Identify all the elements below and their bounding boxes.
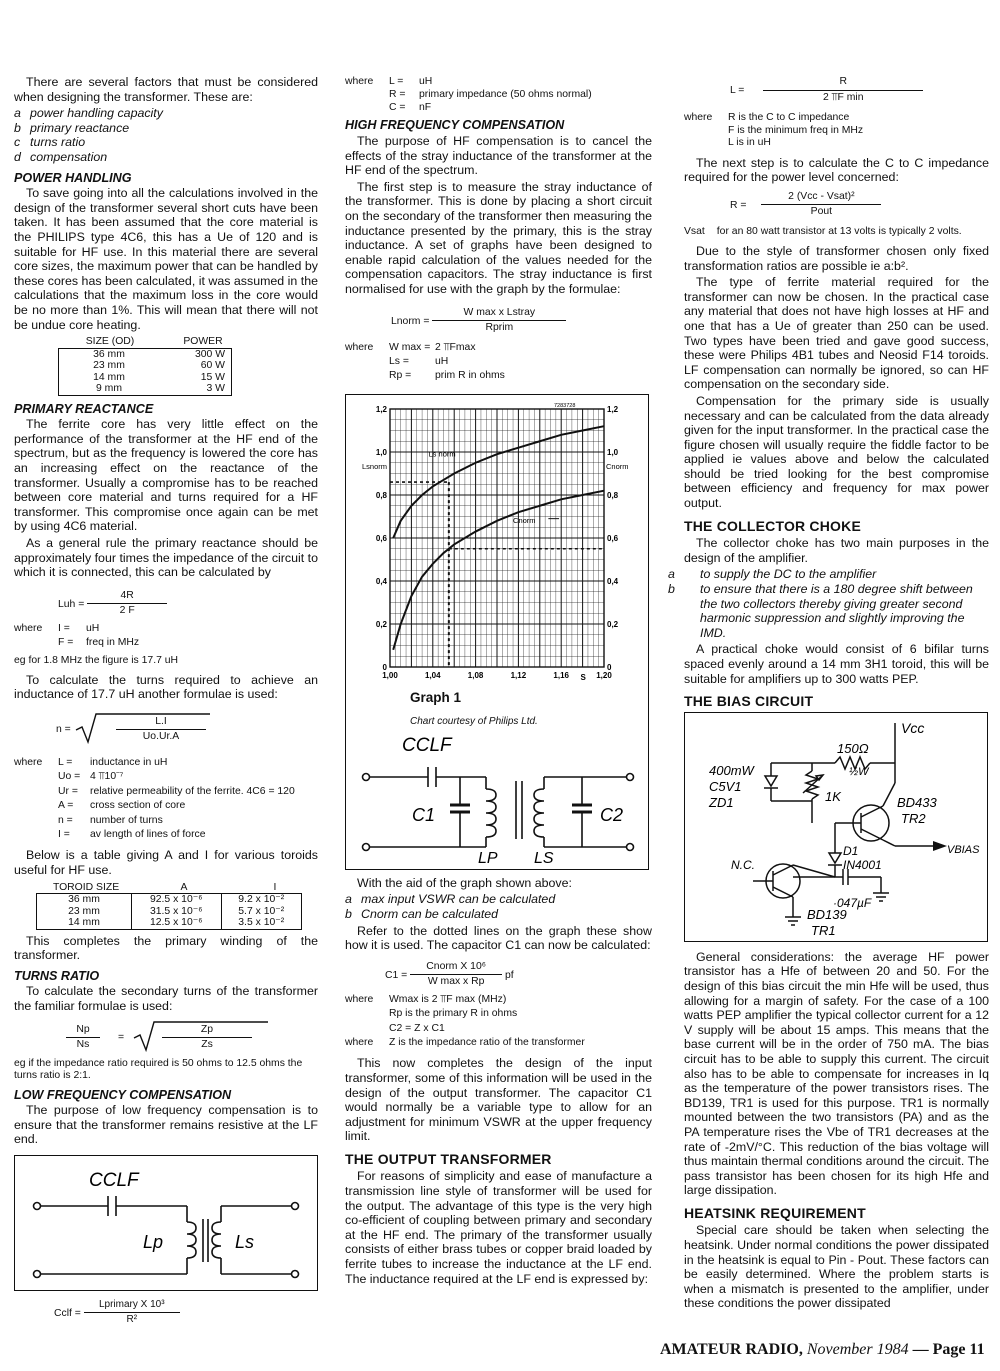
ferrite-text: The type of ferrite material required for the transformer can now be chosen. In the practical case any material that does not have high losses at HF and one that has a Ue of greater than 250 can be used. Two types have been tried and gave good success, these were Philips 4B1 tubes and Neosid F14 toroids. LF compensation can normally be ignored, so can HF compensation on the secondary side. [684, 275, 989, 392]
list-key: a [668, 567, 675, 582]
output-transformer-heading: THE OUTPUT TRANSFORMER [345, 1150, 552, 1167]
table-cell: 300 W [194, 348, 225, 360]
y-tick-label-right: 1,2 [607, 404, 619, 414]
l-where [684, 112, 989, 150]
table-cell: 92.5 x 10⁻⁶ [132, 894, 222, 906]
where-desc: primary impedance (50 ohms normal) [419, 88, 592, 100]
factors-list [14, 106, 318, 164]
half-watt-label: ½W [849, 765, 869, 778]
where-label: where [345, 993, 374, 1005]
formula-lhs: R = [730, 199, 747, 211]
primary-reactance-text: The ferrite core has very little effect on the performance of the transformer at the HF end of the spectrum, but as the frequency is lowered the core has an increasing effect on the reactance of the transformer. Usually a compromise has to be reached between core material and turns required for a HF transformer. This compromise once again can be met by using 4C6 material. [14, 417, 318, 534]
formula-numerator: W max x Lstray [432, 307, 566, 322]
r150-label: 150Ω [837, 740, 869, 756]
formula-denominator: Ns [76, 1039, 90, 1050]
where-symbol: L = [58, 756, 73, 768]
table-cell: 36 mm [93, 348, 125, 360]
factor-text: primary reactance [30, 120, 130, 135]
table-header: SIZE (OD) [85, 336, 135, 348]
graph-aid-text: With the aid of the graph shown above: [357, 875, 572, 890]
formula-denominator: Zs [201, 1039, 213, 1050]
table-cell: 3 W [206, 383, 225, 395]
formula-denominator: Uo.Ur.A [142, 731, 180, 743]
size-power-table [58, 336, 244, 396]
where-desc: R is the C to C impedance [728, 112, 850, 123]
where-label: where [14, 756, 43, 768]
formula-unit: pf [505, 969, 514, 981]
formula-denominator: R² [126, 1314, 138, 1326]
graph-1-chart [346, 395, 648, 725]
x-tick-label: 1,04 [425, 670, 441, 680]
table-cell: 36 mm [68, 894, 100, 906]
where-desc: 4 ⫪10⁻⁷ [90, 771, 124, 783]
vsat-text: for an 80 watt transistor at 13 volts is typically 2 volts. [716, 225, 962, 237]
table-header: A [180, 881, 188, 893]
cclf-label: CCLF [402, 734, 452, 756]
factor-key: d [14, 149, 21, 164]
vsat-label: Vsat [684, 225, 705, 237]
where-label: where [345, 1036, 374, 1048]
where-desc: nF [419, 101, 432, 113]
ls-label: LS [534, 849, 554, 865]
formula-numerator: R [763, 76, 923, 91]
where-symbol: R = [389, 88, 406, 100]
lp-label: Lp [143, 1231, 164, 1252]
where-label: where [684, 112, 713, 123]
y-axis-label-left: Lsnorm [362, 461, 388, 471]
y-tick-label-left: 1,0 [375, 447, 387, 457]
c1-where [345, 993, 652, 1051]
where-label [14, 770, 58, 784]
where-label [684, 125, 728, 138]
nc-label: N.C. [731, 857, 755, 872]
table-cell: 5.7 x 10⁻² [221, 906, 302, 918]
table-header: POWER [183, 336, 223, 348]
formula-numerator: 2 (Vcc - Vsat)² [761, 191, 881, 206]
y-tick-label-left: 0,8 [375, 490, 387, 500]
formula-numerator: 4R [87, 590, 167, 605]
where-desc: uH [419, 76, 433, 87]
where-label: where [345, 341, 374, 353]
where-symbol: C = [389, 101, 406, 113]
c2-label: C2 [600, 804, 624, 825]
where-symbol: A = [58, 800, 74, 812]
table-cell: 15 W [200, 371, 225, 383]
lf-compensation-text: The purpose of low frequency compensation is to ensure that the transformer remains resistive at the LF end. [14, 1103, 318, 1147]
y-tick-label-left: 0 [382, 662, 387, 672]
where-symbol: Uo = [58, 771, 81, 783]
where-symbol: I = [58, 622, 70, 634]
where-desc: Z is the impedance ratio of the transformer [389, 1036, 585, 1048]
where-label [345, 355, 389, 369]
list-text: to ensure that there is a 180 degree shift between the two collectors thereby giving greater second harmonic suppression and slightly improving the IMD. [700, 582, 973, 640]
output-transformer-text: For reasons of simplicity and ease of manufacture a transmission line style of transformer will be used for the output. The advantage of this type is the very high co-efficient of coupling between primary and secondary at the HF end. The primary of the transformer usually consists of either brass tubes or copper braid loaded by ferrite tubes to increase the inductance at the LF end. The inductance required at the LF end is expressed by: [345, 1169, 652, 1286]
lf-compensation-heading: LOW FREQUENCY COMPENSATION [14, 1087, 232, 1102]
where-desc: prim R in ohms [435, 370, 505, 382]
column-2 [345, 72, 652, 1288]
page-footer [660, 1341, 985, 1359]
where-symbol: Ls = [389, 355, 409, 367]
bias-circuit-heading: THE BIAS CIRCUIT [684, 693, 814, 710]
table-cell: 60 W [200, 360, 225, 372]
collector-choke-intro: The collector choke has two main purposes in the design of the amplifier. [684, 536, 989, 565]
table-cell: 3.5 x 10⁻² [221, 917, 302, 929]
x-axis-label: S [580, 672, 586, 682]
hf-compensation-heading: HIGH FREQUENCY COMPENSATION [345, 118, 565, 133]
table-header: TOROID SIZE [52, 881, 120, 893]
collector-choke-heading: THE COLLECTOR CHOKE [684, 517, 861, 534]
where-desc: cross section of core [90, 800, 186, 812]
dotted-lines-text: Refer to the dotted lines on the graph these show how it is used. The capacitor C1 can now be calculated: [345, 923, 652, 953]
c1-label: C1 [412, 804, 436, 825]
graph-list-item [345, 907, 652, 922]
formula-lhs: C1 = [385, 969, 408, 981]
zener-type-label: C5V1 [709, 778, 742, 794]
list-key: b [345, 906, 352, 921]
cclf-formula [54, 1299, 318, 1327]
y-tick-label-left: 0,4 [375, 576, 387, 586]
y-tick-label-right: 0,2 [607, 619, 619, 629]
zener-ref-label: ZD1 [709, 794, 734, 810]
table-cell: 12.5 x 10⁻⁶ [132, 917, 222, 929]
formula-numerator: Lprimary X 10³ [84, 1299, 180, 1314]
list-text: Cnorm can be calculated [361, 906, 499, 921]
y-tick-label-left: 0,2 [375, 619, 387, 629]
choke-practical-text: A practical choke would consist of 6 bifilar turns spaced evenly around a 14 mm 3H1 toroid, this will be suitable for amplifiers up to 300 watts PEP. [684, 642, 989, 686]
list-key: b [668, 582, 675, 597]
formula-equals: = [118, 1031, 125, 1043]
factor-text: compensation [30, 149, 108, 164]
table-row [59, 348, 232, 360]
y-tick-label-left: 0,6 [375, 533, 387, 543]
where-desc: av length of lines of force [90, 828, 206, 840]
intro-paragraph: There are several factors that must be considered when designing the transformer. These are: [14, 75, 318, 104]
where-symbol: Ur = [58, 785, 78, 797]
bd433-label: BD433 [897, 794, 937, 810]
y-tick-label-right: 0,6 [607, 533, 619, 543]
heatsink-text: Special care should be taken when selecting the heatsink. Under normal conditions the power dissipated in the heatsink is equal to Pin - Pout. These factors can be easily determined. Where the problem starts is when a mismatch is presented to the amplifier, under these conditions the power dissipated [684, 1223, 989, 1311]
formula-denominator: 2 F [119, 605, 135, 617]
ls-label: Ls [235, 1231, 255, 1252]
where-label [14, 814, 58, 828]
tr1-label: TR1 [811, 922, 836, 938]
turns-text: To calculate the turns required to achieve an inductance of 17.7 uH another formulae is used: [14, 672, 318, 702]
l-formula [730, 76, 989, 104]
factor-key: b [14, 120, 21, 135]
where-symbol: I = [58, 828, 70, 840]
table-row [37, 917, 302, 929]
factor-item [14, 106, 318, 121]
size-power-body [58, 348, 232, 396]
graph-figure [345, 394, 649, 870]
bias-circuit-diagram [684, 712, 988, 942]
hf-compensation-text: The purpose of HF compensation is to cancel the effects of the stray inductance of the transformer at the HF end of the spectrum. [345, 133, 652, 178]
table-cell: 9 mm [96, 383, 122, 395]
capacitor-label: ·047µF [833, 895, 872, 910]
where-symbol: Rp = [389, 370, 412, 382]
turns-ratio-text: To calculate the secondary turns of the transformer the familiar formulae is used: [14, 984, 318, 1013]
x-tick-label: 1,12 [510, 670, 527, 680]
formula-denominator: Rprim [485, 322, 514, 334]
x-tick-label: 1,16 [553, 670, 569, 680]
formula-denominator: 2 ⫪F min [822, 91, 864, 103]
primary-complete-text: This completes the primary winding of the transformer. [14, 933, 318, 963]
graph-caption: Graph 1 [410, 689, 462, 705]
lnorm-formula [391, 307, 652, 335]
where-desc: uH [435, 355, 449, 367]
luh-formula [58, 590, 318, 618]
r-formula [730, 191, 989, 219]
hf-circuit [346, 729, 648, 865]
table-cell: 31.5 x 10⁻⁶ [132, 906, 222, 918]
toroid-table [36, 882, 318, 930]
formula-numerator: L.I [116, 716, 206, 731]
zener-power-label: 400mW [709, 762, 754, 778]
table-row [37, 894, 302, 906]
choke-list-item [668, 567, 989, 582]
bd139-label: BD139 [807, 906, 847, 922]
where-desc: F is the minimum freq in MHz [728, 124, 864, 136]
factor-item [14, 135, 318, 150]
factor-key: a [14, 106, 21, 121]
pot-label: 1K [825, 788, 841, 804]
y-tick-label-right: 0,8 [607, 490, 619, 500]
factor-item [14, 121, 318, 136]
x-tick-label: 1,20 [596, 670, 612, 680]
heatsink-heading: HEATSINK REQUIREMENT [684, 1204, 866, 1221]
column-1 [14, 72, 318, 1327]
formula-denominator: W max x Rp [427, 976, 485, 988]
general-considerations-text: General considerations: the average HF power transistor has a Hfe of between 20 and 50. For the design of this bias circuit the min Hfe will be used, thus allowing for a margin of safety. For the case of a 100 watts PEP amplifier the typical collector current for a 12 V supply will be about 15 amps. This means that the base current will be in the order of 750 mA. The bias circuit has to be able to supply this current. The circuit also has to be able to compensate for increases in Iq as the temperature of the power transistors rises. The BD139, TR1 is used for this purpose. TR1 is normally mounted between the two transistors (PA) and as the PA temperature rises the Vbe of TR1 decreases at the rate of -2mV/°C. This reduction of the bias voltage will thus maintain thermal conditions around the circuit. The pass transistor has been chosen for its high Hfe and large dissipation. [684, 949, 989, 1198]
power-handling-text: To save going into all the calculations involved in the design of the transformer several short cuts have been taken. It has been assumed that the core material is the PHILIPS type 4C6, this has a Ue of 120 and is suitable for HF use. In this material there are several core sizes, the maximum power that can be handled by these cores has been calculated, it was assumed in the calculations that the maximum loss in the core would be no more than 1%. This will mean that there will not be undue core heating. [14, 186, 318, 332]
list-text: max input VSWR can be calculated [361, 892, 556, 907]
table-cell: 23 mm [68, 905, 100, 917]
table-cell: 9.2 x 10⁻² [221, 894, 302, 906]
table-row [59, 383, 232, 395]
y-axis-label-right: Cnorm [606, 461, 629, 471]
list-key: a [345, 892, 352, 907]
factor-text: power handling capacity [30, 106, 163, 121]
where-desc: inductance in uH [90, 756, 168, 768]
formula-numerator: Np [66, 1024, 100, 1039]
n-where [14, 756, 318, 842]
where-label [14, 799, 58, 813]
lp-label: LP [478, 849, 498, 865]
magazine-name: AMATEUR RADIO, [660, 1341, 803, 1358]
formula-lhs: Luh = [58, 598, 85, 610]
np-formula [66, 1018, 318, 1058]
factor-text: turns ratio [30, 135, 86, 150]
table-row [37, 906, 302, 918]
where-symbol: F = [58, 636, 74, 648]
where-label: where [14, 622, 43, 634]
where-label [345, 102, 389, 115]
formula-denominator: Pout [810, 206, 833, 218]
where-label [14, 636, 58, 650]
where-label [345, 89, 389, 102]
hf-compensation-text-2: The first step is to measure the stray inductance of the transformer. This is done by placing a short circuit on the secondary of the transformer then measuring the inductance presented by the primary, this is the stray inductance. A set of graphs have been designed to enable rapid calculation of the values needed for the compensation capacitors. The stray inductance is first normalised for use with the graph by the formulae: [345, 179, 652, 296]
toroid-intro: Below is a table giving A and I for various toroids useful for HF use. [14, 848, 318, 877]
where-label [345, 369, 389, 383]
d1-label: D1 [843, 843, 859, 858]
formula-lhs: L = [730, 84, 745, 96]
graph-credit: Chart courtesy of Philips Ltd. [410, 715, 538, 727]
toroid-body [36, 893, 302, 930]
cclf-label: CCLF [89, 1169, 139, 1191]
chart-code: 7283728 [554, 402, 576, 409]
c1-formula [385, 961, 652, 989]
issue-date: November 1984 [806, 1341, 909, 1358]
eg-1: eg for 1.8 MHz the figure is 17.7 uH [14, 654, 179, 666]
where-desc: number of turns [90, 814, 163, 826]
where-desc: Wmax is 2 ⫪F max (MHz) [389, 993, 507, 1005]
where-desc: relative permeability of the ferrite. 4C6 = 120 [90, 785, 295, 797]
formula-lhs: Lnorm = [391, 315, 430, 327]
table-header: I [273, 881, 277, 893]
list-text: to supply the DC to the amplifier [700, 567, 877, 582]
where-desc: uH [86, 622, 100, 634]
power-handling-heading: POWER HANDLING [14, 170, 132, 185]
x-tick-label: 1,00 [382, 670, 398, 680]
table-cell: 23 mm [93, 360, 125, 372]
where-symbol: L = [389, 76, 404, 87]
formula-numerator: Cnorm X 10⁶ [410, 961, 502, 976]
choke-list-item [668, 582, 989, 640]
formula-lhs: Cclf = [54, 1307, 81, 1319]
where-label: where [345, 76, 374, 87]
where-symbol: W max = [389, 341, 431, 353]
cc-impedance-text: The next step is to calculate the C to C impedance required for the power level concerned: [684, 155, 989, 185]
primary-reactance-heading: PRIMARY REACTANCE [14, 401, 154, 416]
tr2-label: TR2 [901, 810, 926, 826]
input-complete-text: This now completes the design of the input transformer, some of this information will be used in the design of the output transformer. The capacitor C1 would normally be a variable type to allow for an adjustment for minimum VSWR at the upper frequency limit. [345, 1056, 652, 1144]
factor-item [14, 150, 318, 165]
vbias-label: VBIAS [947, 843, 980, 856]
where-label [345, 1022, 389, 1036]
where-desc: C2 = Z x C1 [389, 1022, 445, 1034]
y-tick-label-left: 1,2 [375, 404, 387, 414]
series-label-ls-norm: Ls norm [428, 449, 456, 459]
where-desc: freq in MHz [86, 636, 140, 648]
where-label [14, 785, 58, 799]
where-symbol: n = [58, 814, 73, 826]
table-row [59, 372, 232, 384]
y-tick-label-right: 0,4 [607, 576, 619, 586]
graph-list-item [345, 892, 652, 907]
where-label [14, 828, 58, 842]
where-desc: L is in uH [728, 137, 771, 149]
where-desc: Rp is the primary R in ohms [389, 1008, 518, 1020]
n-formula [54, 710, 318, 750]
column-3 [668, 72, 989, 1313]
lf-circuit [15, 1156, 317, 1290]
where-label [684, 137, 728, 150]
in4001-label: IN4001 [843, 857, 882, 872]
x-tick-label: 1,08 [467, 670, 484, 680]
turns-ratio-heading: TURNS RATIO [14, 968, 100, 983]
y-tick-label-right: 0 [607, 662, 612, 672]
luh-where [14, 622, 318, 650]
table-cell: 14 mm [68, 917, 100, 929]
page-number: — Page 11 [912, 1341, 985, 1358]
formula-numerator: Zp [162, 1024, 252, 1039]
factor-key: c [14, 135, 21, 150]
ratio-text: Due to the style of transformer chosen only fixed transformation ratios are possible ie a:b². [684, 243, 989, 273]
formula-lhs: n = [56, 723, 71, 735]
vcc-label: Vcc [901, 719, 925, 736]
eg-2: eg if the impedance ratio required is 50 ohms to 12.5 ohms the turns ratio is 2:1. [14, 1057, 303, 1081]
where-desc: 2 ⫪Fmax [435, 341, 476, 353]
top-where [345, 76, 652, 114]
where-label [345, 1007, 389, 1021]
compensation-text: Compensation for the primary side is usually necessary and can be calculated from the data already given for the input transformer. In the practical case the figure chosen will usually require the fiddle factor to be applied ie values above and below the calculated should be tried looking for the best compromise between efficiency and frequency for max power output. [684, 393, 989, 511]
series-label-cnorm: Cnorm [513, 515, 536, 525]
table-row [59, 360, 232, 372]
lf-compensation-diagram [14, 1155, 318, 1291]
bias-schematic [685, 713, 987, 941]
y-tick-label-right: 1,0 [607, 447, 619, 457]
vsat-note [684, 225, 989, 238]
table-cell: 14 mm [93, 371, 125, 383]
lnorm-where [345, 341, 652, 384]
primary-reactance-text-2: As a general rule the primary reactance should be approximately four times the impedance of the circuit to which it is connected, this can be calculated by [14, 535, 318, 580]
